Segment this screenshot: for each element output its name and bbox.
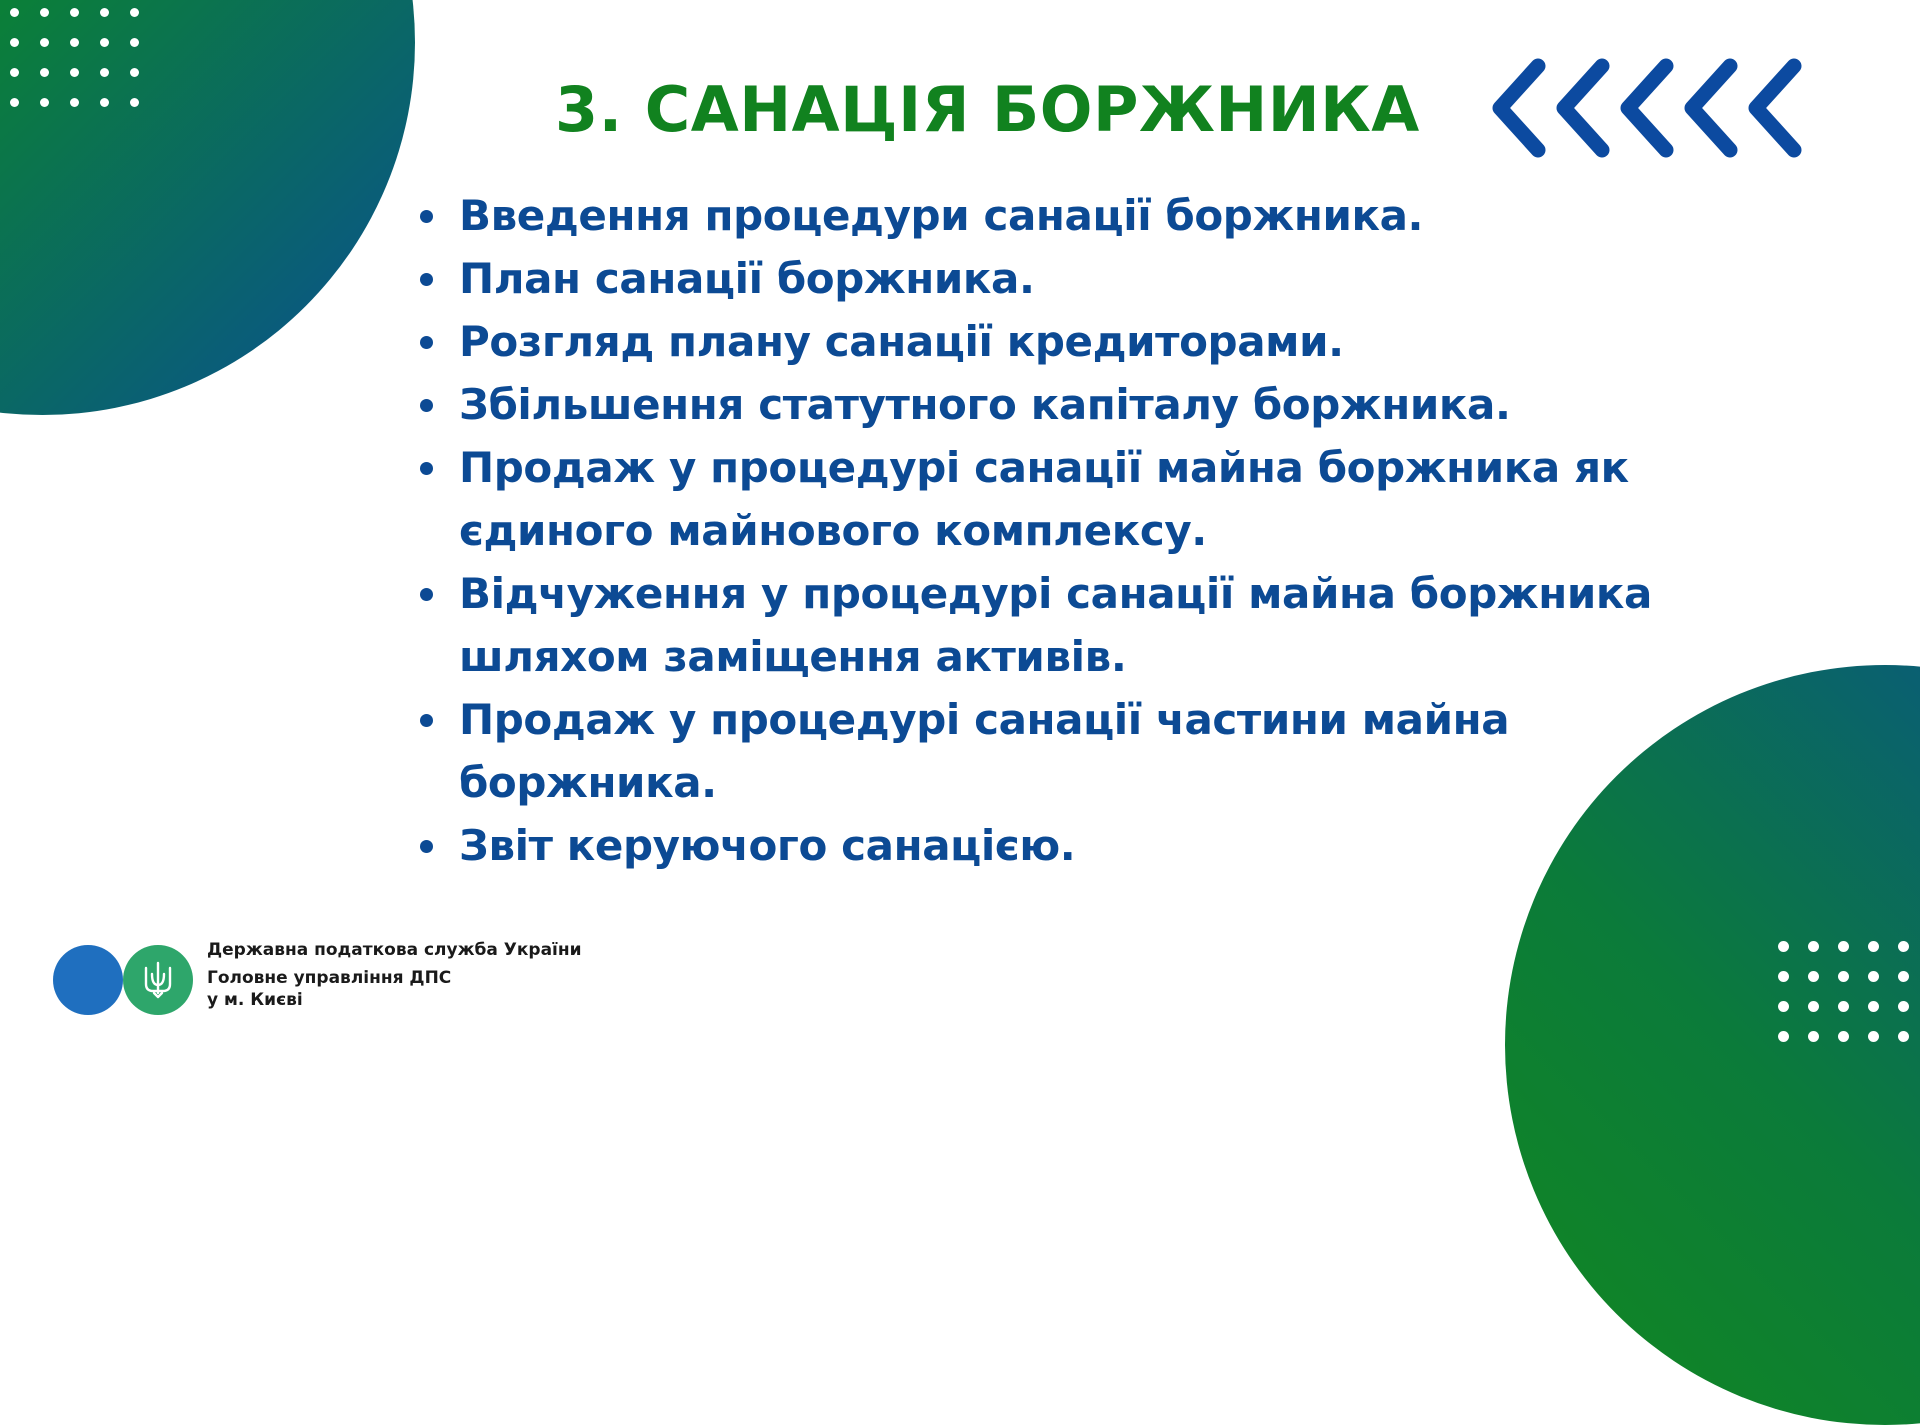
bullet-text: Розгляд плану санації кредиторами. — [459, 317, 1344, 366]
decor-dot — [1868, 1001, 1879, 1012]
decor-dot — [1898, 1031, 1909, 1042]
decor-dot — [1898, 971, 1909, 982]
bullet-point — [412, 310, 1672, 373]
bullet-dot — [420, 840, 433, 853]
decor-dot — [10, 38, 19, 47]
bullet-dot — [420, 399, 433, 412]
dot-grid-bottom-right — [1778, 941, 1909, 1042]
decor-dot — [1898, 941, 1909, 952]
bullet-text: План санації боржника. — [459, 254, 1035, 303]
bullet-text: Продаж у процедурі санації частини майна боржника. — [459, 695, 1510, 807]
logo-blue-circle — [53, 945, 123, 1015]
organization-name — [207, 939, 582, 1011]
bullet-point — [412, 247, 1672, 310]
decor-dot — [130, 98, 139, 107]
decor-dot — [1808, 971, 1819, 982]
decor-dot — [1808, 1001, 1819, 1012]
decor-dot — [1778, 941, 1789, 952]
chevron-left-icon — [1692, 66, 1730, 150]
decor-dot — [70, 38, 79, 47]
bullet-text: Введення процедури санації боржника. — [459, 191, 1424, 240]
chevrons-left-icon — [1490, 58, 1815, 158]
decor-dot — [1778, 1031, 1789, 1042]
decor-dot — [40, 98, 49, 107]
trident-icon — [141, 960, 175, 1000]
decor-dot — [1868, 941, 1879, 952]
decor-dot — [10, 8, 19, 17]
decor-dot — [40, 38, 49, 47]
decor-dot — [1868, 1031, 1879, 1042]
decor-dot — [10, 98, 19, 107]
chevron-left-icon — [1628, 66, 1666, 150]
chevron-left-icon — [1756, 66, 1794, 150]
decor-dot — [130, 68, 139, 77]
bullet-text: Збільшення статутного капіталу боржника. — [459, 380, 1511, 429]
bullet-dot — [420, 210, 433, 223]
decor-dot — [130, 38, 139, 47]
decor-dot — [1838, 1001, 1849, 1012]
bullet-text: Відчуження у процедурі санації майна боржника шляхом заміщення активів. — [459, 569, 1652, 681]
decor-dot — [1778, 1001, 1789, 1012]
decor-dot — [1838, 971, 1849, 982]
chevron-left-icon — [1500, 66, 1538, 150]
bullet-dot — [420, 588, 433, 601]
bullet-point — [412, 688, 1672, 814]
logo-green-circle — [123, 945, 193, 1015]
org-line-3: у м. Києві — [207, 990, 303, 1010]
dot-grid-top-left — [10, 8, 139, 107]
decor-dot — [1778, 971, 1789, 982]
bullet-dot — [420, 273, 433, 286]
bullet-text: Звіт керуючого санацією. — [459, 821, 1076, 870]
bullet-dot — [420, 714, 433, 727]
decor-dot — [100, 8, 109, 17]
decor-dot — [100, 38, 109, 47]
dps-logo — [53, 945, 193, 1015]
decor-dot — [100, 68, 109, 77]
decor-dot — [100, 98, 109, 107]
decor-dot — [10, 68, 19, 77]
org-line-1: Державна податкова служба України — [207, 940, 582, 960]
decor-dot — [70, 68, 79, 77]
org-line-2: Головне управління ДПС — [207, 968, 452, 988]
bullet-list — [412, 184, 1672, 877]
decor-dot — [130, 8, 139, 17]
decor-dot — [1808, 941, 1819, 952]
decor-dot — [1868, 971, 1879, 982]
bullet-point — [412, 814, 1672, 877]
decor-dot — [40, 68, 49, 77]
slide-title: 3. САНАЦІЯ БОРЖНИКА — [555, 73, 1420, 146]
bullet-point — [412, 562, 1672, 688]
bullet-text: Продаж у процедурі санації майна боржника як єдиного майнового комплексу. — [459, 443, 1629, 555]
decor-dot — [70, 8, 79, 17]
decor-dot — [1898, 1001, 1909, 1012]
decor-dot — [1838, 1031, 1849, 1042]
decor-dot — [1838, 941, 1849, 952]
decor-dot — [40, 8, 49, 17]
bullet-point — [412, 373, 1672, 436]
bullet-point — [412, 436, 1672, 562]
chevron-left-icon — [1564, 66, 1602, 150]
decor-dot — [1808, 1031, 1819, 1042]
bullet-dot — [420, 336, 433, 349]
bullet-dot — [420, 462, 433, 475]
decor-dot — [70, 98, 79, 107]
bullet-point — [412, 184, 1672, 247]
